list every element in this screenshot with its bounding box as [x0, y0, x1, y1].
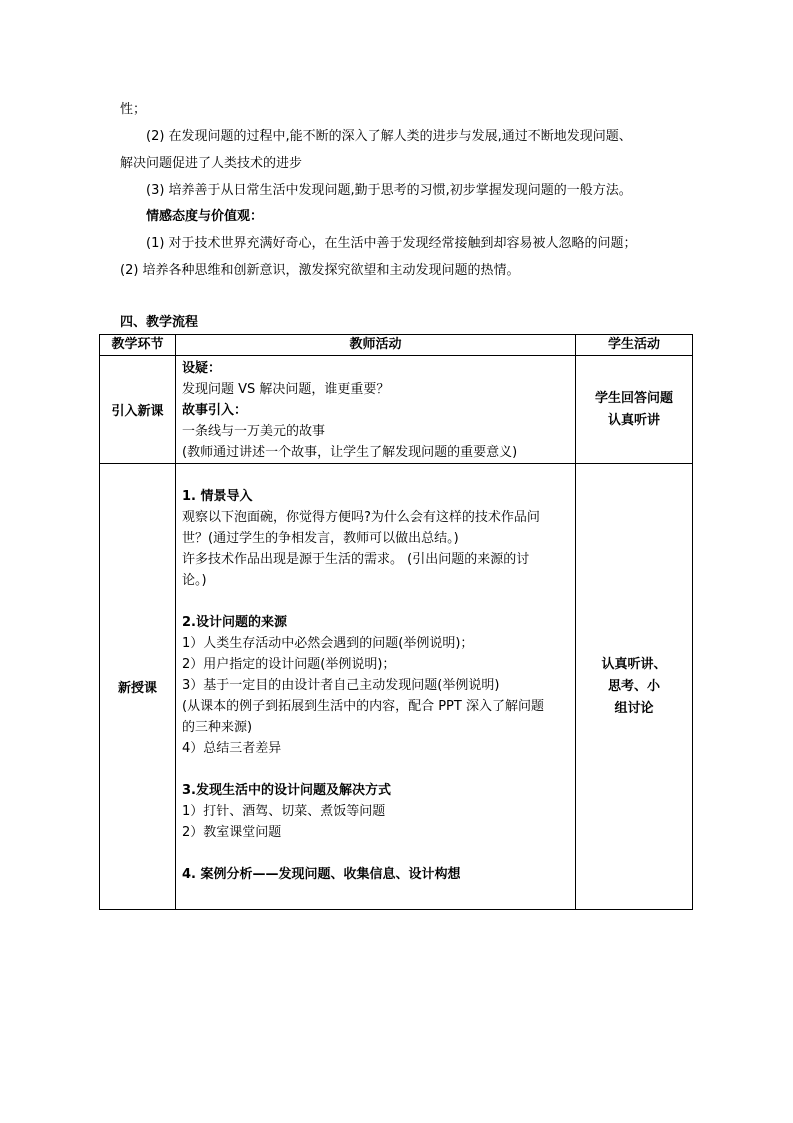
teacher-line: (从课本的例子到拓展到生活中的内容，配合 PPT 深入了解问题	[182, 699, 544, 714]
teacher-line: 4. 案例分析——发现问题、收集信息、设计构想	[182, 867, 461, 882]
intro-subheading: 情感态度与价值观：	[146, 209, 264, 224]
teacher-line: 2）教室课堂问题	[182, 825, 282, 840]
intro-line: 解决问题促进了人类技术的进步	[120, 156, 303, 171]
section-title: 四、教学流程	[120, 315, 199, 330]
intro-line: (1) 对于技术世界充满好奇心，在生活中善于发现经常接触到却容易被人忽略的问题；	[146, 236, 637, 251]
teacher-line: 3.发现生活中的设计问题及解决方式	[182, 783, 391, 798]
teacher-line: 1）打针、酒驾、切菜、煮饭等问题	[182, 804, 386, 819]
table-row	[100, 464, 693, 910]
student-line: 组讨论	[614, 700, 654, 716]
header-stage: 教学环节	[100, 335, 176, 356]
spacer	[182, 843, 569, 864]
teacher-line: 2.设计问题的来源	[182, 615, 287, 630]
teacher-line: 1）人类生存活动中必然会遇到的问题(举例说明)；	[182, 636, 474, 651]
intro-line: 性；	[120, 102, 147, 117]
teacher-line: 3）基于一定目的由设计者自己主动发现问题(举例说明)	[182, 678, 500, 693]
student-line: 学生回答问题	[594, 390, 673, 406]
header-teacher: 教师活动	[176, 335, 576, 356]
teacher-line: 的三种来源)	[182, 720, 253, 735]
table-row	[100, 356, 693, 464]
student-activity-cell	[576, 356, 693, 464]
teacher-line: 发现问题 VS 解决问题，谁更重要？	[182, 382, 390, 397]
student-activity-cell	[576, 464, 693, 910]
table-header-row	[100, 335, 693, 356]
teacher-line: 论。)	[182, 573, 207, 588]
intro-line: (2) 在发现问题的过程中,能不断的深入了解人类的进步与发展,通过不断地发现问题、	[146, 129, 632, 144]
teacher-activity-cell	[176, 464, 576, 910]
teacher-line: 故事引入：	[182, 403, 248, 418]
teacher-line: (教师通过讲述一个故事，让学生了解发现问题的重要意义)	[182, 445, 518, 460]
teacher-line: 1. 情景导入	[182, 489, 253, 504]
student-line: 认真听讲、	[601, 656, 667, 672]
teacher-line: 4）总结三者差异	[182, 741, 282, 756]
teacher-line: 一条线与一万美元的故事	[182, 424, 326, 439]
intro-line: (2) 培养各种思维和创新意识，激发探究欲望和主动发现问题的热情。	[120, 263, 520, 278]
teacher-line: 2）用户指定的设计问题(举例说明)；	[182, 657, 396, 672]
header-student: 学生活动	[576, 335, 693, 356]
student-line: 认真听讲	[607, 412, 660, 428]
intro-line: (3) 培养善于从日常生活中发现问题,勤于思考的习惯,初步掌握发现问题的一般方法。	[146, 183, 632, 198]
teacher-line: 观察以下泡面碗，你觉得方便吗?为什么会有这样的技术作品问	[182, 510, 540, 525]
stage-cell: 引入新课	[100, 356, 176, 464]
teacher-line: 世？(通过学生的争相发言，教师可以做出总结。)	[182, 531, 459, 546]
teacher-line: 设疑：	[182, 361, 222, 376]
teacher-line: 许多技术作品出现是源于生活的需求。 (引出问题的来源的讨	[182, 552, 530, 567]
spacer	[182, 591, 569, 612]
student-line: 思考、小	[607, 678, 660, 694]
teacher-activity-cell	[176, 356, 576, 464]
teaching-flow-table	[99, 334, 693, 910]
stage-cell: 新授课	[100, 464, 176, 910]
spacer	[182, 759, 569, 780]
